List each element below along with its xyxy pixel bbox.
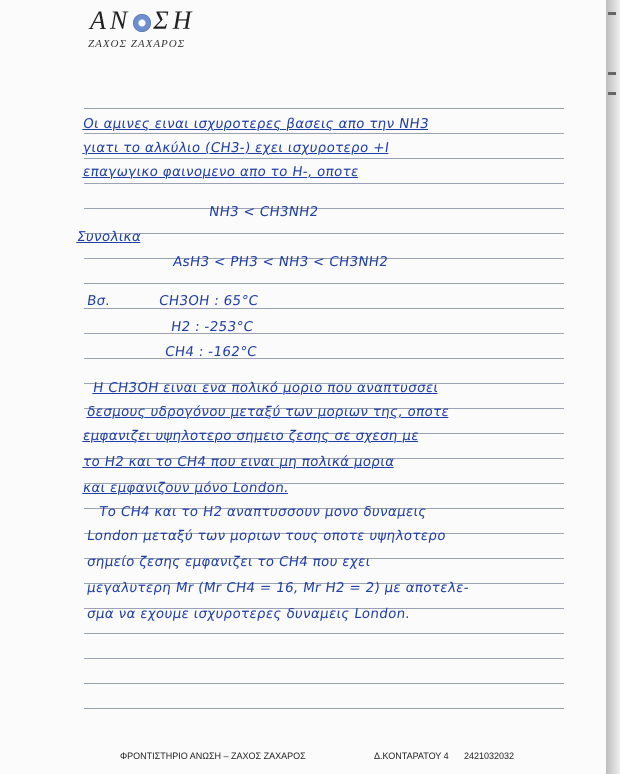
handwritten-line: γιατι το αλκύλιο (CH3-) εχει ισχυροτερο +I	[82, 140, 391, 156]
ruled-line	[84, 133, 564, 134]
handwritten-line: σμα να εχουμε ισχυροτερες δυναμεις London.	[86, 606, 412, 622]
handwritten-line: Το CH4 και το Η2 αναπτυσσουν μονο δυναμεις	[98, 504, 428, 520]
handwritten-line: και εμφανιζουν μόνο London.	[82, 480, 290, 496]
ruled-line	[84, 633, 564, 634]
ruled-line	[84, 333, 564, 334]
flower-icon	[133, 14, 151, 32]
boiling-point-label: Βσ.	[86, 293, 112, 309]
handwritten-line: εμφανιζει υψηλοτερο σημειο ζεσης σε σχεση με	[82, 428, 420, 444]
handwritten-line: London μεταξύ των μοριων τους οποτε υψηλοτερο	[86, 528, 448, 544]
handwritten-line: σημείο ζεσης εμφανιζει το CH4 που εχει	[86, 554, 372, 570]
handwritten-line: δεσμους υδρογόνου μεταξύ των μοριων της, οποτε	[86, 404, 451, 420]
boiling-point-ch4: CH4 : -162°C	[164, 344, 258, 360]
logo-text-left: ΑΝ	[90, 6, 132, 35]
boiling-point-h2: H2 : -253°C	[170, 319, 255, 335]
handwritten-line: επαγωγικο φαινομενο απο το Η-, οποτε	[82, 164, 360, 180]
ruled-line	[84, 158, 564, 159]
ruled-line	[84, 308, 564, 309]
edge-mark	[608, 12, 616, 15]
footer-address: Δ.ΚΟΝΤΑΡΑΤΟΥ 4	[374, 751, 449, 761]
logo-subtitle: ΖΑΧΟΣ ΖΑΧΑΡΟΣ	[88, 38, 186, 50]
ruled-line	[84, 708, 564, 709]
handwritten-line: Οι αμινες ειναι ισχυροτερες βασεις απο την ΝΗ3	[82, 116, 430, 132]
ruled-line	[84, 208, 564, 209]
ruled-line	[84, 658, 564, 659]
equation-amines: ΝΗ3 < CH3NH2	[208, 204, 320, 220]
ruled-line	[84, 683, 564, 684]
boiling-point-ch3oh: CH3OH : 65°C	[158, 293, 260, 309]
ruled-line	[84, 358, 564, 359]
page-edge	[606, 0, 620, 774]
school-logo	[90, 6, 195, 36]
handwritten-line: το Η2 και το CH4 που ειναι μη πολικά μορια	[82, 454, 396, 470]
edge-mark	[608, 92, 616, 95]
ruled-line	[84, 283, 564, 284]
edge-mark	[608, 72, 616, 75]
ruled-line	[84, 183, 564, 184]
footer-school: ΦΡΟΝΤΙΣΤΗΡΙΟ ΑΝΩΣΗ – ΖΑΧΟΣ ΖΑΧΑΡΟΣ	[120, 751, 306, 761]
ruled-line	[84, 233, 564, 234]
ruled-line	[84, 108, 564, 109]
logo-text-right: ΣΗ	[153, 6, 196, 35]
handwritten-line: μεγαλυτερη Mr (Mr CH4 = 16, Mr H2 = 2) με αποτελε-	[86, 580, 471, 596]
label-total: Συνολικα	[76, 229, 143, 245]
handwritten-line: Η CH3OH ειναι ενα πολικό μοριο που αναπτυσσει	[92, 380, 440, 396]
equation-total-order: AsH3 < PH3 < NH3 < CH3NH2	[172, 254, 390, 270]
footer-phone: 2421032032	[464, 751, 515, 761]
